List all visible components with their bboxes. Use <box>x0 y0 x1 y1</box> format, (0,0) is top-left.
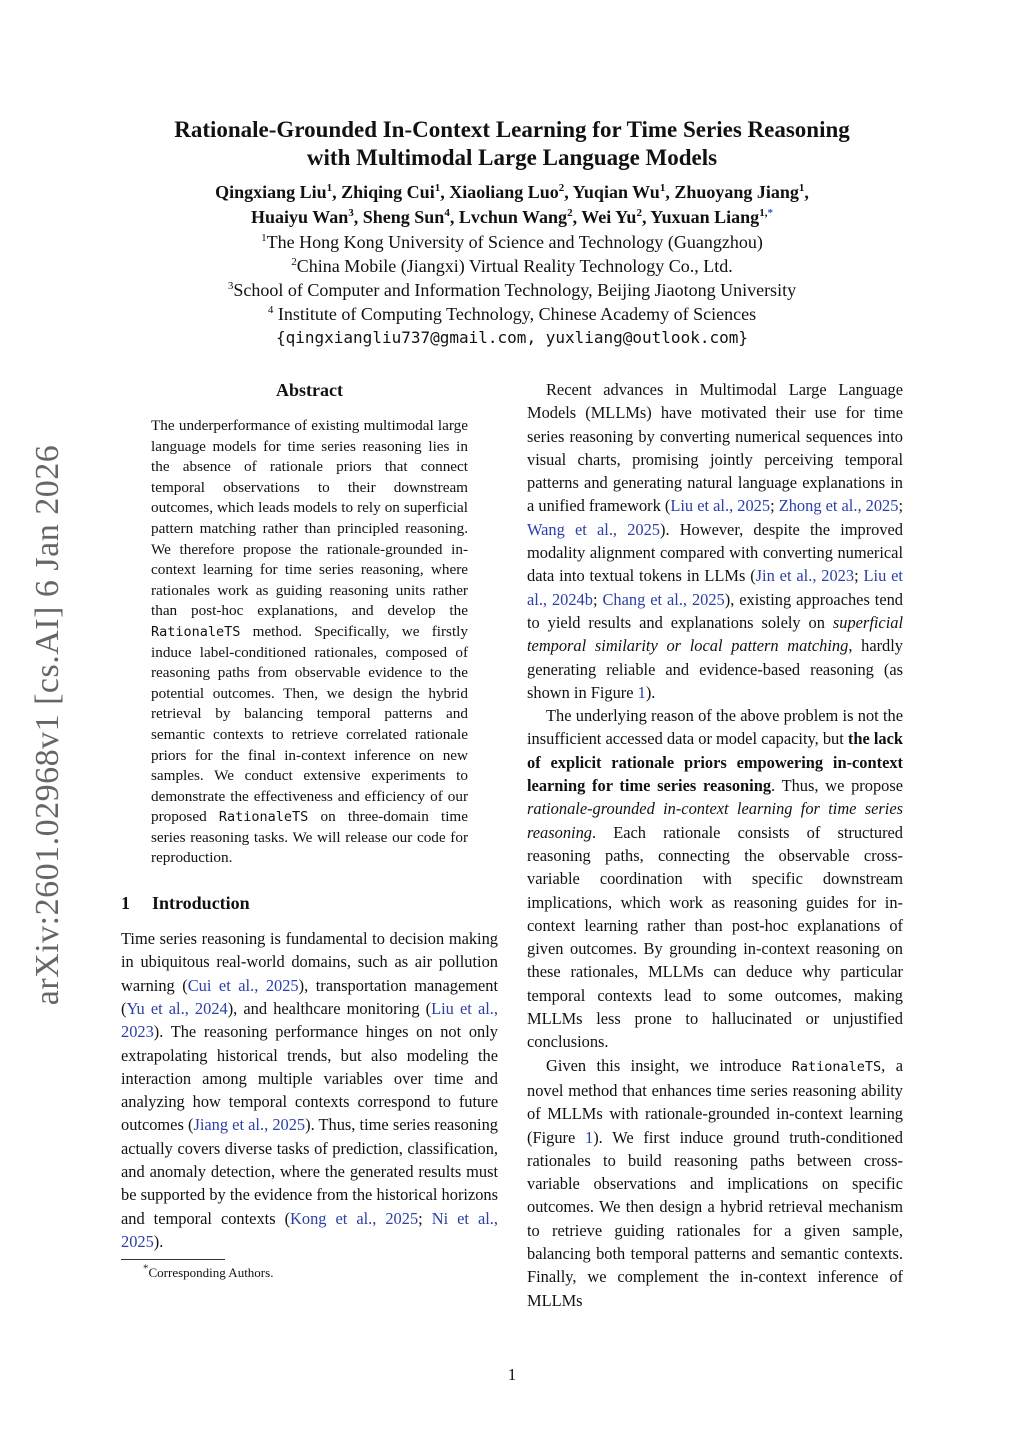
section-title: Introduction <box>152 893 250 914</box>
affiliation: $^2$China Mobile (Jiangxi) Virtual Reality Technology Co., Ltd. <box>291 256 733 276</box>
corresponding-author-mark[interactable]: * <box>767 207 773 219</box>
citation-link[interactable]: Zhong et al., 2025 <box>778 496 899 516</box>
citation-link[interactable]: Jin et al., 2023 <box>755 566 855 586</box>
section-heading-introduction <box>121 891 498 915</box>
footnote-divider <box>121 1259 225 1260</box>
page-number: 1 <box>507 1365 517 1384</box>
arxiv-sidebar <box>18 440 78 1010</box>
affiliation: $^1$The Hong Kong University of Science and Technology (Guangzhou) <box>261 232 763 252</box>
abstract-heading: Abstract <box>276 380 343 400</box>
citation-link[interactable]: Kong et al., 2025 <box>290 1208 419 1228</box>
citation-link[interactable]: Yu et al., 2024 <box>126 998 228 1018</box>
citation-link[interactable]: Ni et al., 2025 <box>121 1208 499 1251</box>
author: Qingxiang Liu$^1$ <box>215 182 333 202</box>
author-list: Qingxiang Liu$^1$, Zhiqing Cui$^1$, Xiaoliang Luo$^2$, Yuqian Wu$^1$, Zhuoyang Jiang$^1$, Huaiyu Wan$^3$, Sheng Sun$^4$, Lvchun Wang$^2$, Wei Yu$^2$, Yuxuan Liang$^{1,*}$ <box>215 182 809 227</box>
footnote: *Corresponding Authors. <box>143 1262 274 1281</box>
author: Lvchun Wang$^2$ <box>458 207 573 227</box>
affiliation: $^4$ Institute of Computing Technology, Chinese Academy of Sciences <box>267 304 757 324</box>
citation-link[interactable]: Liu et al., 2025 <box>670 496 771 516</box>
citation-link[interactable]: Liu et al., 2023 <box>121 998 498 1042</box>
author: Yuqian Wu$^1$ <box>572 182 666 202</box>
citation-link[interactable]: Liu et al., 2024b <box>527 566 903 609</box>
author: Sheng Sun$^4$ <box>362 207 450 227</box>
figure-link[interactable]: 1 <box>585 1127 594 1147</box>
left-column <box>121 378 498 1282</box>
right-column <box>527 378 903 1312</box>
emphasis: superficial temporal similarity or local pattern matching <box>527 612 903 656</box>
emphasis: rationale-grounded in-context learning for time series reasoning <box>527 799 903 842</box>
affiliation: $^3$School of Computer and Information Technology, Beijing Jiaotong University <box>227 280 797 300</box>
author: Yuxuan Liang$^{1,*}$ <box>650 207 773 227</box>
citation-link[interactable]: Chang et al., 2025 <box>602 589 725 609</box>
paper-title <box>100 116 924 172</box>
figure-link[interactable]: 1 <box>637 682 646 702</box>
body-paragraph: Given this insight, we introduce RationaleTS, a novel method that enhances time series reasoning ability of MLLMs with rationale-grounded in-context learning (Figure 1). We first induce ground truth-conditioned rationales to build reasoning paths between cross-variable observations and implications on specific outcomes. We then design a hybrid retrieval mechanism to retrieve guiding rationales for a given sample, balancing both temporal patterns and semantic contexts. Finally, we complement the in-context inference of MLLMs <box>527 1055 903 1310</box>
author: Zhuoyang Jiang$^1$ <box>674 182 805 202</box>
author: Xiaoliang Luo$^2$ <box>449 182 565 202</box>
author: Zhiqing Cui$^1$ <box>341 182 441 202</box>
author: Huaiyu Wan$^3$ <box>251 207 354 227</box>
method-name: RationaleTS <box>218 809 309 826</box>
citation-link[interactable]: Wang et al., 2025 <box>527 519 660 539</box>
author-emails: {qingxiangliu737@gmail.com, yuxliang@outlook.com} <box>275 328 748 347</box>
citation-link[interactable]: Cui et al., 2025 <box>187 975 299 995</box>
title-line-2: with Multimodal Large Language Models <box>306 145 718 170</box>
method-name: RationaleTS <box>791 1058 882 1075</box>
body-paragraph: The underlying reason of the above problem is not the insufficient accessed data or model capacity, but the lack of explicit rationale priors empowering in-context learning for time series reasoning. Thus, we propose rationale-grounded in-context learning for time series reasoning. Each rationale consists of structured reasoning paths, connecting the observable cross-variable coordination with specific downstream implications, which work as reasoning guides for in-context learning rather than post-hoc explanations of given outcomes. By grounding in-context reasoning on these rationales, MLLMs can deduce why particular temporal contexts lead to some outcomes, making MLLMs less prone to hallucinated or unjustified conclusions. <box>527 706 903 1052</box>
title-line-1: Rationale-Grounded In-Context Learning for Time Series Reasoning <box>174 117 850 142</box>
intro-paragraph: Time series reasoning is fundamental to decision making in ubiquitous real-world domains, such as air pollution warning (Cui et al., 2025), transportation management (Yu et al., 2024), and healthcare monitoring (Liu et al., 2023). The reasoning performance hinges on not only extrapolating historical trends, but also modeling the interaction among multiple variables over time and analyzing how temporal contexts correspond to future outcomes (Jiang et al., 2025). Thus, time series reasoning actually covers diverse tasks of prediction, classification, and anomaly detection, where the generated results must be supported by the evidence from the historical horizons and temporal contexts (Kong et al., 2025; Ni et al., 2025). <box>121 929 499 1251</box>
section-number: 1 <box>121 893 130 914</box>
abstract-text: The underperformance of existing multimodal large language models for time series reasoning lies in the absence of rationale priors that connect temporal observations to their downstream outcomes, which leads models to rely on superficial pattern matching rather than principled reasoning. We therefore propose the rationale-grounded in-context learning for time series reasoning, where rationales work as guiding reasoning units rather than post-hoc explanations, and develop the RationaleTS method. Specifically, we firstly induce label-conditioned rationales, composed of reasoning paths from observable evidence to the potential outcomes. Then, we design the hybrid retrieval by balancing temporal patterns and semantic contexts to retrieve correlated rationale priors for the final in-context inference on new samples. We conduct extensive experiments to demonstrate the effectiveness and efficiency of our proposed RationaleTS on three-domain time series reasoning tasks. We will release our code for reproduction. <box>151 417 468 867</box>
citation-link[interactable]: Jiang et al., 2025 <box>193 1115 306 1135</box>
bold-statement: the lack of explicit rationale priors empowering in-context learning for time series reasoning <box>527 729 903 796</box>
method-name: RationaleTS <box>151 623 241 640</box>
arxiv-identifier: arXiv:2601.02968v1 [cs.AI] 6 Jan 2026 <box>29 444 66 1006</box>
body-paragraph: Recent advances in Multimodal Large Language Models (MLLMs) have motivated their use for time series reasoning by converting numerical sequences into visual charts, promising jointly perceiving temporal patterns and generating natural language explanations in a unified framework (Liu et al., 2025; Zhong et al., 2025; Wang et al., 2025). However, despite the improved modality alignment compared with converting numerical data into textual tokens in LLMs (Jin et al., 2023; Liu et al., 2024b; Chang et al., 2025), existing approaches tend to yield results and explanations solely on superficial temporal similarity or local pattern matching, hardly generating reliable and evidence-based reasoning (as shown in Figure 1). <box>527 380 904 702</box>
author: Wei Yu$^2$ <box>581 207 642 227</box>
paper-header <box>100 116 924 350</box>
